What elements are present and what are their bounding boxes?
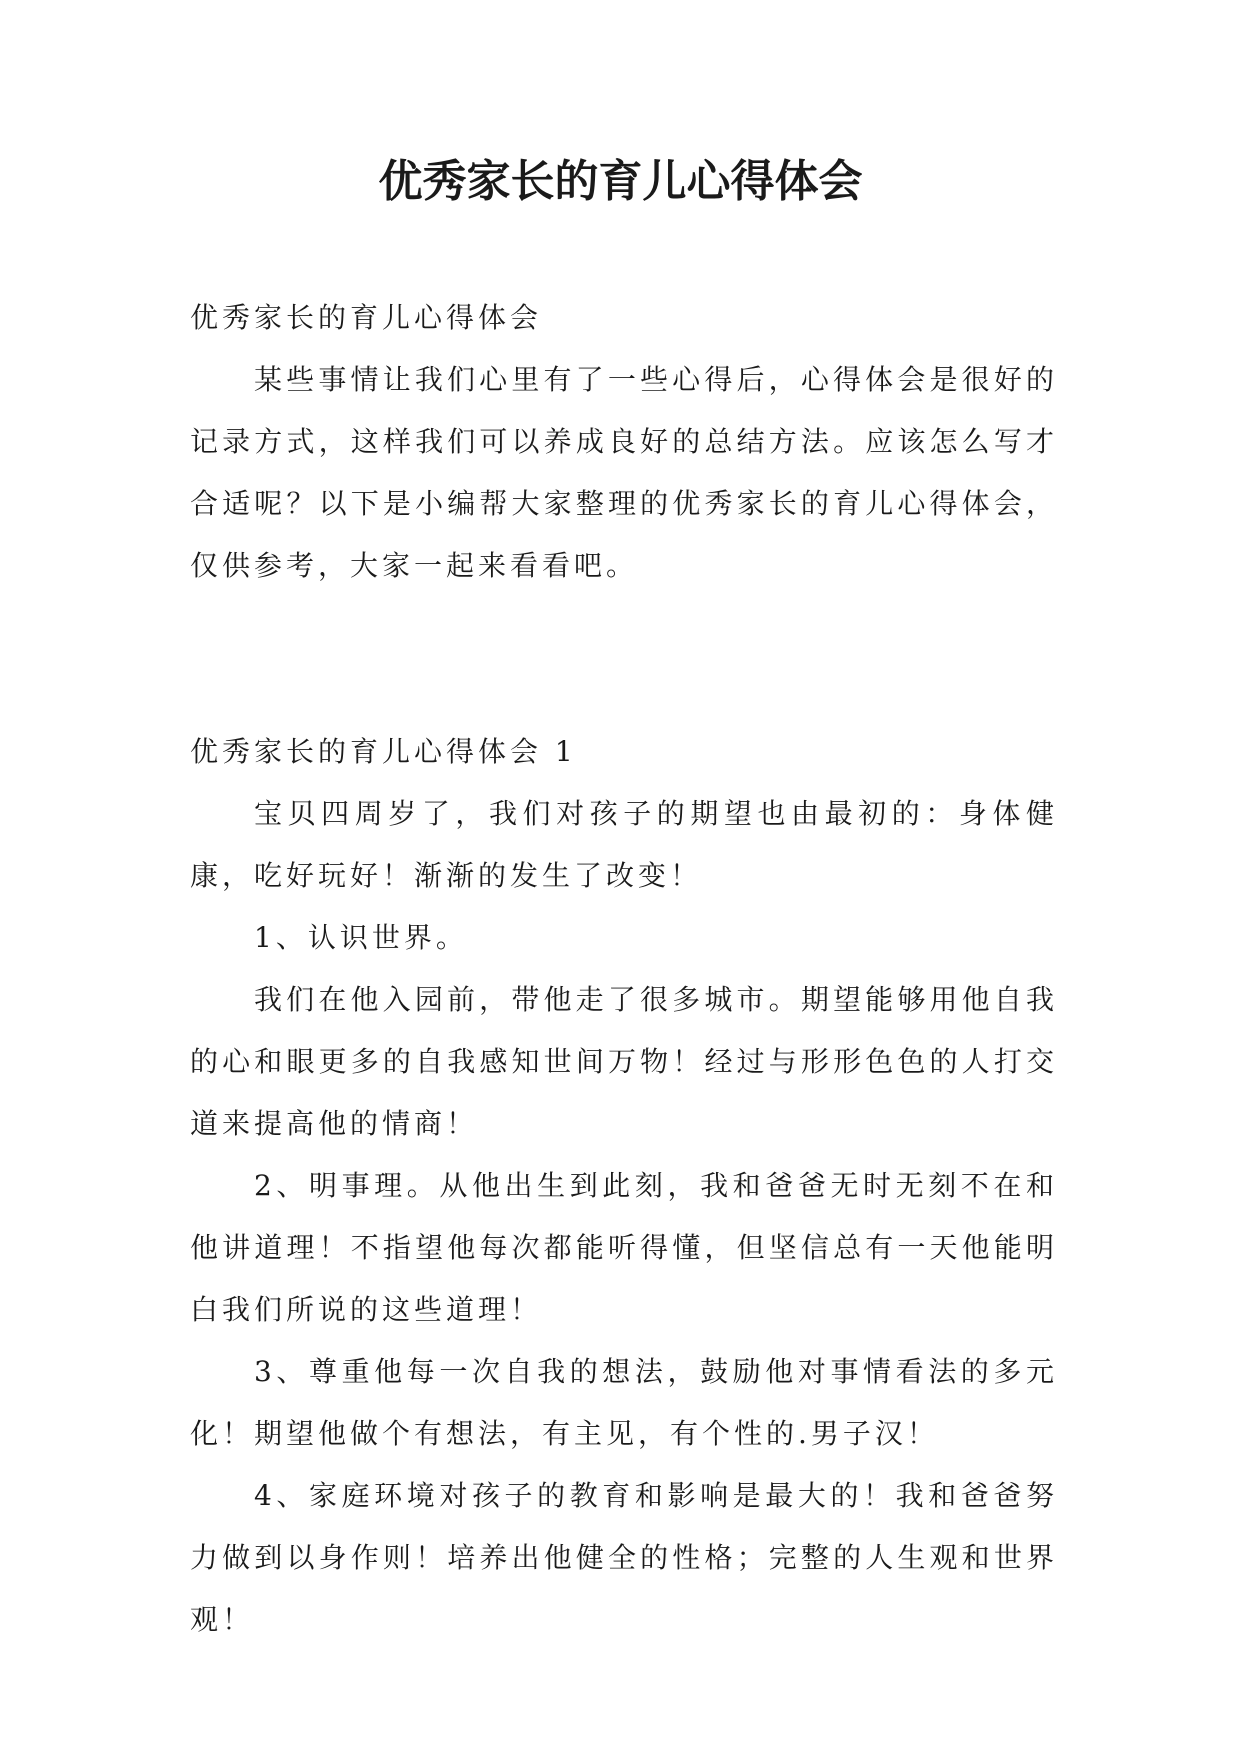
body-paragraph: 宝贝四周岁了，我们对孩子的期望也由最初的：身体健康，吃好玩好！渐渐的发生了改变！ <box>190 797 1058 892</box>
body-paragraph: 我们在他入园前，带他走了很多城市。期望能够用他自我的心和眼更多的自我感知世间万物！经过与形形色色的人打交道来提高他的情商！ <box>190 983 1058 1140</box>
document-body <box>190 287 1058 1651</box>
section-spacer <box>190 597 1058 721</box>
intro-paragraph: 某些事情让我们心里有了一些心得后，心得体会是很好的记录方式，这样我们可以养成良好的总结方法。应该怎么写才合适呢？以下是小编帮大家整理的优秀家长的育儿心得体会，仅供参考，大家一起来看看吧。 <box>190 363 1058 582</box>
section-heading: 优秀家长的育儿心得体会 1 <box>190 735 577 768</box>
intro-subtitle: 优秀家长的育儿心得体会 <box>190 301 543 334</box>
list-item-heading: 1、认识世界。 <box>254 921 468 954</box>
list-item: 4、家庭环境对孩子的教育和影响是最大的！我和爸爸努力做到以身作则！培养出他健全的性格；完整的人生观和世界观！ <box>190 1479 1058 1636</box>
list-item: 3、尊重他每一次自我的想法，鼓励他对事情看法的多元化！期望他做个有想法，有主见，有个性的.男子汉！ <box>190 1355 1058 1450</box>
list-item: 2、明事理。从他出生到此刻，我和爸爸无时无刻不在和他讲道理！不指望他每次都能听得懂，但坚信总有一天他能明白我们所说的这些道理！ <box>190 1169 1058 1326</box>
page-title: 优秀家长的育儿心得体会 <box>378 156 863 207</box>
